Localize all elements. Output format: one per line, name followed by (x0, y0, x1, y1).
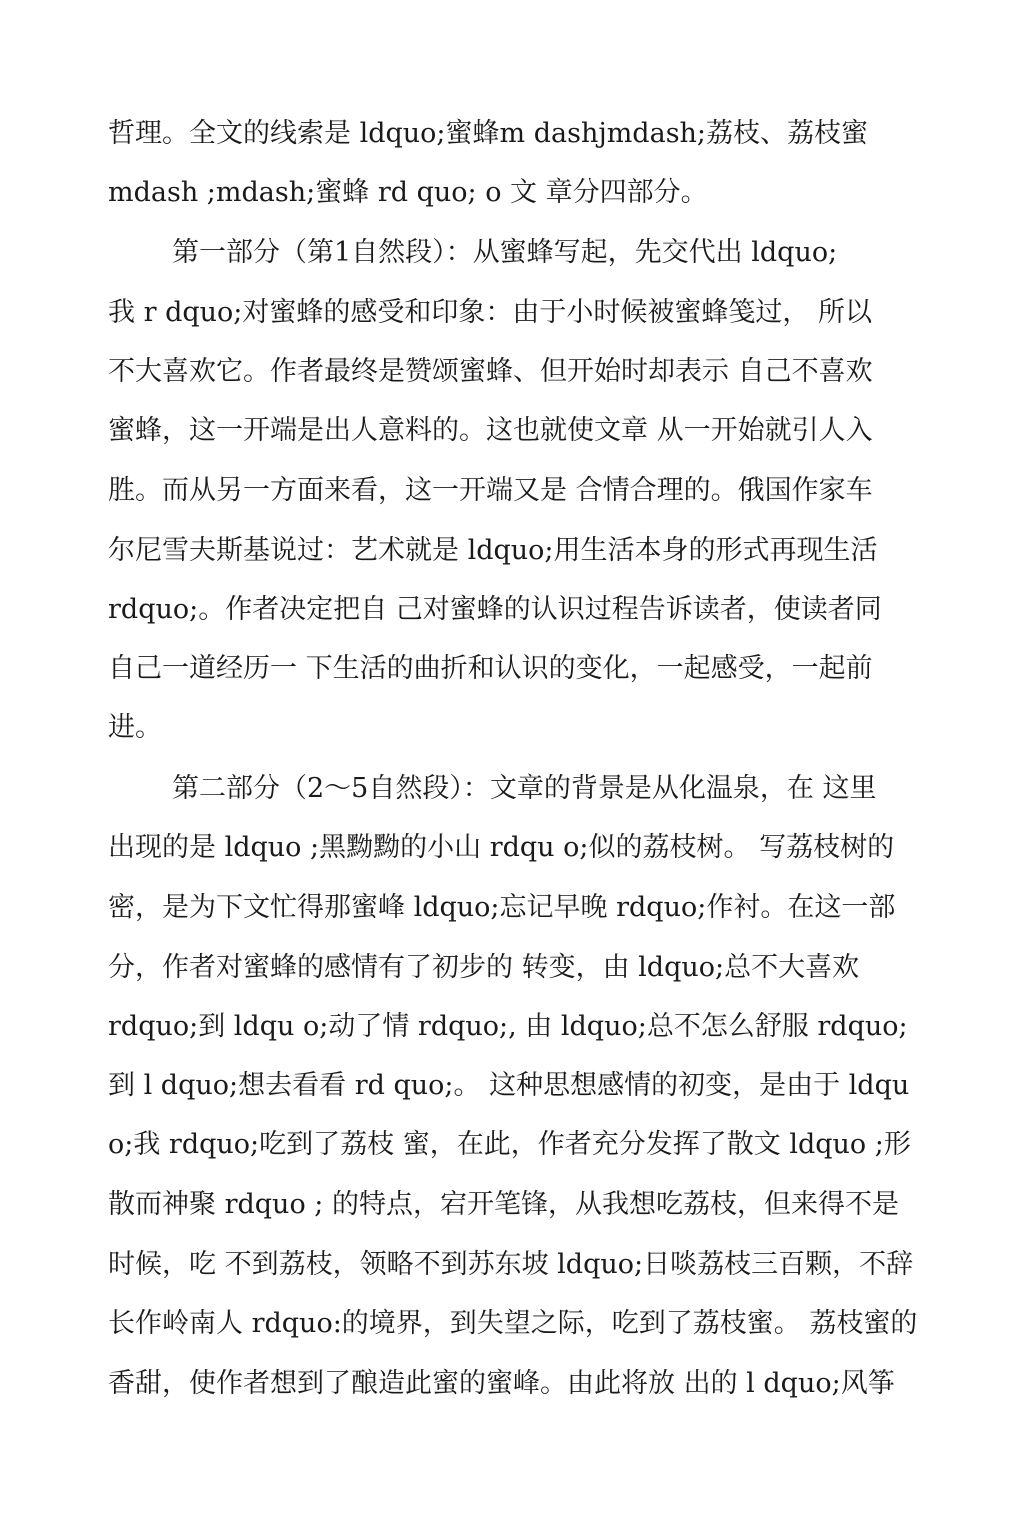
text-line: rdquo;。作者决定把自 己对蜜蜂的认识过程告诉读者，使读者同 (108, 594, 882, 625)
text-line: 不大喜欢它。作者最终是赞颂蜜蜂、但开始时却表示 自己不喜欢 (108, 356, 873, 387)
text-line: 进。 (108, 712, 162, 743)
text-line: mdash ;mdash;蜜蜂 rd quo; o 文 章分四部分。 (108, 177, 708, 208)
text-line: 分，作者对蜜蜂的感情有了初步的 转变，由 ldquo;总不大喜欢 (108, 952, 860, 983)
text-line: 到 l dquo;想去看看 rd quo;。 这种思想感情的初变，是由于 ldqu (108, 1070, 910, 1101)
text-line: 散而神聚 rdquo ; 的特点，宕开笔锋，从我想吃荔枝，但来得不是 (108, 1189, 899, 1220)
text-line: 尔尼雪夫斯基说过：艺术就是 ldquo;用生活本身的形式再现生活 (108, 535, 878, 566)
paragraph-start-line: 第一部分（第1自然段）：从蜜蜂写起，先交代出 ldquo; (172, 237, 838, 268)
text-line: 蜜蜂，这一开端是出人意料的。这也就使文章 从一开始就引人入 (108, 415, 873, 446)
text-line: o;我 rdquo;吃到了荔枝 蜜，在此，作者充分发挥了散文 ldquo ;形 (108, 1129, 911, 1160)
text-line: 自己一道经历一 下生活的曲折和认识的变化，一起感受，一起前 (108, 653, 873, 684)
text-line: 我 r dquo;对蜜蜂的感受和印象：由于小时候被蜜蜂笺过， 所以 (108, 297, 872, 328)
text-line: 出现的是 ldquo ;黑黝黝的小山 rdqu o;似的荔枝树。 写荔枝树的 (108, 832, 895, 863)
paragraph-start-line: 第二部分（2～5自然段）：文章的背景是从化温泉，在 这里 (172, 773, 877, 804)
text-line: rdquo;到 ldqu o;动了情 rdquo;, 由 ldquo;总不怎么舒服 rdquo; (108, 1011, 908, 1042)
text-line: 哲理。全文的线索是 ldquo;蜜蜂m dashjmdash;荔枝、荔枝蜜 (108, 118, 869, 149)
text-line: 香甜，使作者想到了酿造此蜜的蜜峰。由此将放 出的 l dquo;风筝 (108, 1368, 895, 1399)
text-line: 胜。而从另一方面来看，这一开端又是 合情合理的。俄国作家车 (108, 475, 873, 506)
text-line: 时候，吃 不到荔枝，领略不到苏东坡 ldquo;日啖荔枝三百颗，不辞 (108, 1249, 914, 1280)
text-line: 长作岭南人 rdquo:的境界，到失望之际，吃到了荔枝蜜。 荔枝蜜的 (108, 1308, 918, 1339)
text-line: 密，是为下文忙得那蜜峰 ldquo;忘记早晚 rdquo;作衬。在这一部 (108, 892, 896, 923)
